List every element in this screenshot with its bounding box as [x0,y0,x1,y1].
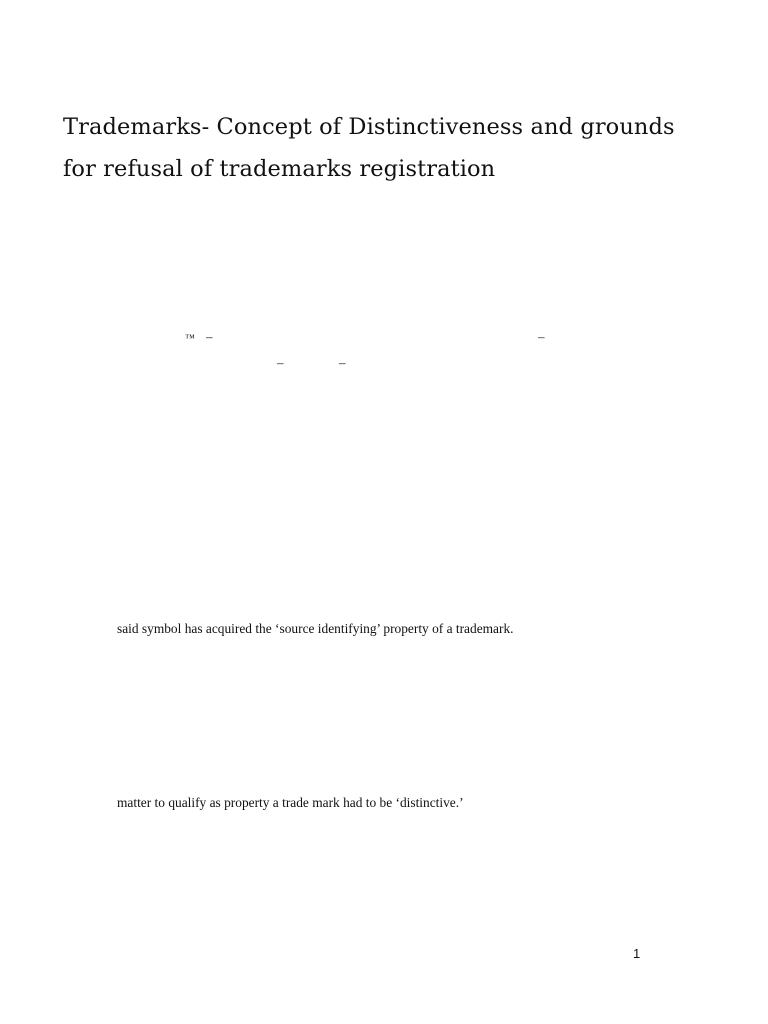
dash-fragment-4: – [339,355,346,370]
trademark-symbol: ™ [185,333,196,344]
dash-fragment-1: – [206,329,213,344]
dash-fragment-2: – [538,329,545,344]
title-line-1: Trademarks- Concept of Distinctiveness and grounds [63,114,675,140]
body-text-line-2: matter to qualify as property a trade mark had to be ‘distinctive.’ [117,795,464,810]
dash-fragment-3: – [277,355,284,370]
body-text-line-1: said symbol has acquired the ‘source identifying’ property of a trademark. [117,621,514,636]
title-line-2: for refusal of trademarks registration [63,156,496,182]
page-number: 1 [633,946,641,961]
document-title [63,106,703,190]
